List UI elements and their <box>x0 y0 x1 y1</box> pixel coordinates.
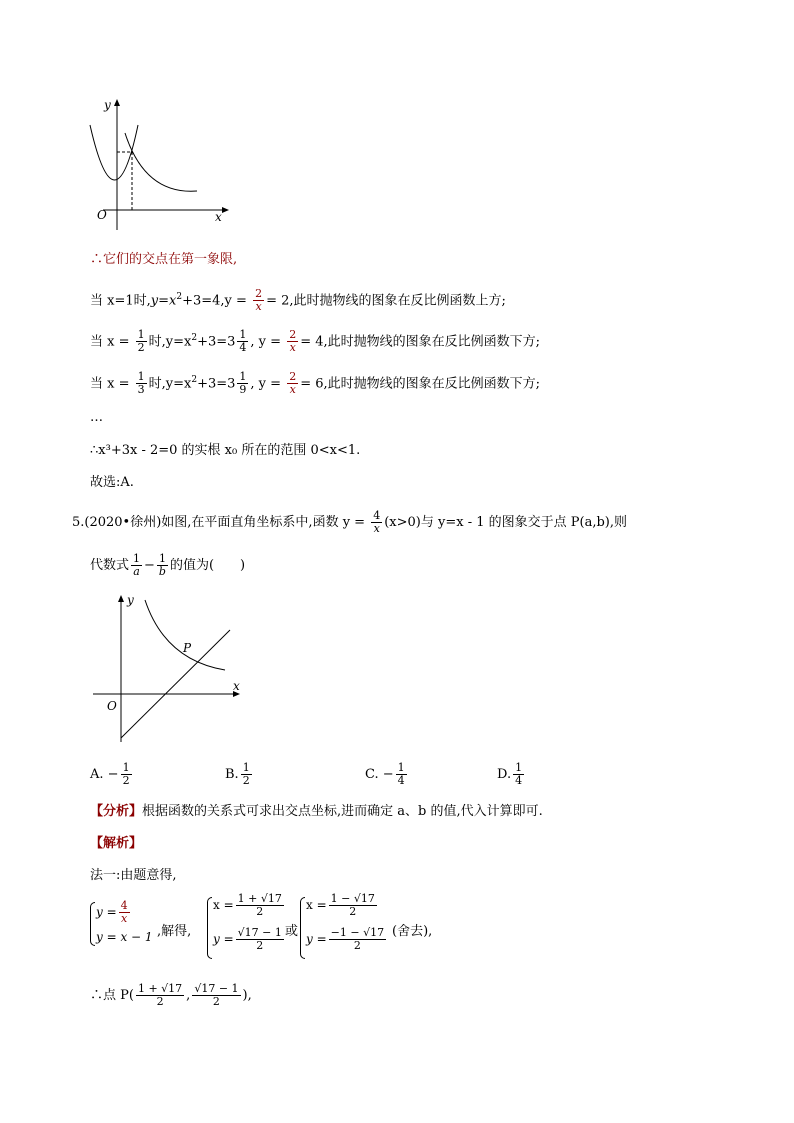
fraction <box>136 329 147 354</box>
numerator: 2 <box>289 328 297 342</box>
numerator: √17 − 1 <box>237 926 282 939</box>
sol4-ellipsis: … <box>90 410 103 425</box>
text: 代数式 <box>90 558 130 573</box>
text: 的值为( ) <box>169 558 246 573</box>
text: 当 x = <box>90 334 130 350</box>
solve-text: ,解得, <box>157 924 192 939</box>
fraction <box>329 927 386 952</box>
graph2-line <box>121 630 230 738</box>
point-line <box>90 983 252 1008</box>
fraction <box>253 288 264 313</box>
option-label: C. <box>365 767 379 782</box>
numerator: 1 <box>242 761 250 774</box>
text: (x>0)与 y=x - 1 的图象交于点 P(a,b),则 <box>384 515 627 530</box>
option-label: D. <box>497 767 512 782</box>
text: 5.(2020•徐州)如图,在平面直角坐标系中,函数 y = <box>72 515 366 530</box>
numerator: 4 <box>120 899 128 912</box>
text: +3=3 <box>197 376 236 392</box>
denominator: 2 <box>242 774 250 787</box>
numerator: −1 − √17 <box>330 926 385 939</box>
denominator: 2 <box>122 774 130 787</box>
sol4-answer: 故选:A. <box>90 475 134 490</box>
denominator: 4 <box>515 774 523 787</box>
or-text: 或 <box>285 924 299 939</box>
option-label: B. <box>225 767 239 782</box>
sol4-line2: 当 x=1时$,y=x^2+3=4,y$ = $\frac{2}{x}$ = 2,此时抛物线的图象在反比例函数上方; <box>90 287 506 314</box>
denominator: 2 <box>256 939 264 952</box>
sol4-line4: 当 x = $\frac{1}{3}$ 时$,y=x^2+3=3$ $\frac{1}{9}$ , y = $\frac{2}{x}$ = 6,此时抛物线的图象在反比例函数下方; <box>90 370 540 397</box>
numerator: 1 <box>122 761 130 774</box>
graph2-hyperbola <box>145 600 225 670</box>
denominator: 2 <box>349 905 357 918</box>
fraction <box>329 893 377 918</box>
system-sol2 <box>300 893 390 963</box>
analysis <box>90 802 543 822</box>
text: 当 x = <box>90 376 130 392</box>
fraction <box>236 893 284 918</box>
denominator: x <box>255 300 262 314</box>
graph1-parabola <box>90 125 138 180</box>
numerator: 1 <box>239 370 247 384</box>
sol2-x: x = <box>306 898 327 912</box>
denominator: b <box>158 565 166 578</box>
brace <box>207 897 212 959</box>
eq2: y = x − 1 <box>96 930 153 944</box>
sol2-y: y = <box>306 932 327 946</box>
graph2-y-arrow <box>118 595 124 602</box>
denominator: 9 <box>239 383 247 397</box>
graph1-y-label: y <box>104 98 111 112</box>
text: − <box>144 558 155 573</box>
option-label: A. <box>90 767 104 782</box>
sol4-line1: ∴它们的交点在第一象限, <box>90 252 238 267</box>
fraction <box>237 371 248 396</box>
denominator: a <box>133 565 140 578</box>
denominator: x <box>373 522 380 535</box>
sol4-line6: ∴x³+3x - 2=0 的实根 x₀ 所在的范围 0<x<1. <box>90 443 361 458</box>
sol1-y: y = <box>213 932 234 946</box>
brace <box>300 897 305 959</box>
fraction <box>237 329 248 354</box>
numerator: 1 <box>157 553 168 566</box>
fraction <box>371 510 382 535</box>
text: 当 <box>90 293 108 309</box>
eq1: y = <box>96 905 117 919</box>
fraction <box>396 762 407 787</box>
denominator: 2 <box>137 341 145 355</box>
sol1-x: x = <box>213 898 234 912</box>
denominator: 2 <box>256 905 264 918</box>
text: , <box>186 988 191 1003</box>
graph1-x-arrow <box>222 207 229 213</box>
numerator: 2 <box>255 287 263 301</box>
denominator: 2 <box>156 995 164 1008</box>
denominator: x <box>289 383 296 397</box>
numerator: 1 <box>397 761 405 774</box>
system-left <box>90 898 160 948</box>
numerator: 1 + √17 <box>137 982 183 995</box>
numerator: 1 <box>137 328 145 342</box>
fraction <box>119 900 130 925</box>
graph1-origin: O <box>97 208 107 222</box>
fraction <box>192 983 240 1008</box>
fraction <box>131 553 142 578</box>
sol4-line3: 当 x = $\frac{1}{2}$ 时$,y=x^2+3=3$ $\frac{1}{4}$ , y = $\frac{2}{x}$ = 4,此时抛物线的图象在反比例函数下方; <box>90 328 540 355</box>
denominator: x <box>121 912 128 925</box>
q5-expr <box>90 553 245 578</box>
text: x=1时, <box>107 293 151 309</box>
fraction <box>287 371 298 396</box>
fraction <box>136 983 184 1008</box>
q5-head <box>72 510 627 535</box>
fraction <box>236 927 284 952</box>
numerator: 2 <box>289 370 297 384</box>
numerator: √17 − 1 <box>194 982 239 995</box>
text: = 4,此时抛物线的图象在反比例函数下方; <box>300 334 540 350</box>
option-c[interactable] <box>365 762 409 787</box>
text: +3=4,y = <box>182 293 247 309</box>
text: = 6,此时抛物线的图象在反比例函数下方; <box>300 376 540 392</box>
graph2-x-label: x <box>233 679 240 693</box>
parabola-hyperbola-graph <box>85 95 235 235</box>
text: = 2,此时抛物线的图象在反比例函数上方; <box>266 293 506 309</box>
text: 时,y=x <box>148 334 192 350</box>
fraction <box>287 329 298 354</box>
denominator: 3 <box>137 383 145 397</box>
fraction <box>513 762 524 787</box>
text: ∴点 P( <box>90 988 134 1003</box>
analysis-tag: 【分析】 <box>90 804 143 819</box>
numerator: 1 − √17 <box>330 892 375 905</box>
fraction <box>121 762 132 787</box>
denominator: 2 <box>212 995 220 1008</box>
option-b[interactable] <box>225 762 254 787</box>
line-hyperbola-graph <box>85 590 250 745</box>
denominator: 4 <box>397 774 405 787</box>
graph2-y-label: y <box>127 593 134 607</box>
numerator: 1 + √17 <box>237 892 282 905</box>
text: y=x <box>150 293 177 309</box>
graph2-origin: O <box>107 699 117 713</box>
option-a[interactable] <box>90 762 134 787</box>
denominator: x <box>289 341 296 355</box>
fraction <box>241 762 252 787</box>
text: , y = <box>250 376 282 392</box>
denominator: 2 <box>353 939 361 952</box>
fraction <box>136 371 147 396</box>
analysis-text: 根据函数的关系式可求出交点坐标,进而确定 a、b 的值,代入计算即可. <box>142 804 543 819</box>
brace <box>90 902 95 946</box>
numerator: 1 <box>239 328 247 342</box>
numerator: 1 <box>133 552 141 565</box>
text: +3=3 <box>197 334 236 350</box>
numerator: 1 <box>137 370 145 384</box>
system-sol1 <box>207 893 287 963</box>
denominator: 4 <box>239 341 247 355</box>
text: 时,y=x <box>148 376 192 392</box>
fraction <box>157 553 168 578</box>
text: ), <box>242 988 252 1003</box>
graph1-hyperbola <box>125 133 197 191</box>
graph2-point-label: P <box>183 641 192 655</box>
option-d[interactable] <box>497 762 526 787</box>
discard-text: (舍去), <box>392 924 433 939</box>
jiexi-tag: 【解析】 <box>90 836 143 851</box>
option-sign: − <box>107 767 119 782</box>
numerator: 4 <box>373 509 381 522</box>
graph1-x-label: x <box>215 210 222 224</box>
option-sign: − <box>382 767 394 782</box>
numerator: 1 <box>515 761 523 774</box>
graph1-y-arrow <box>114 99 120 106</box>
method1: 法一:由题意得, <box>90 868 177 883</box>
text: , y = <box>250 334 282 350</box>
